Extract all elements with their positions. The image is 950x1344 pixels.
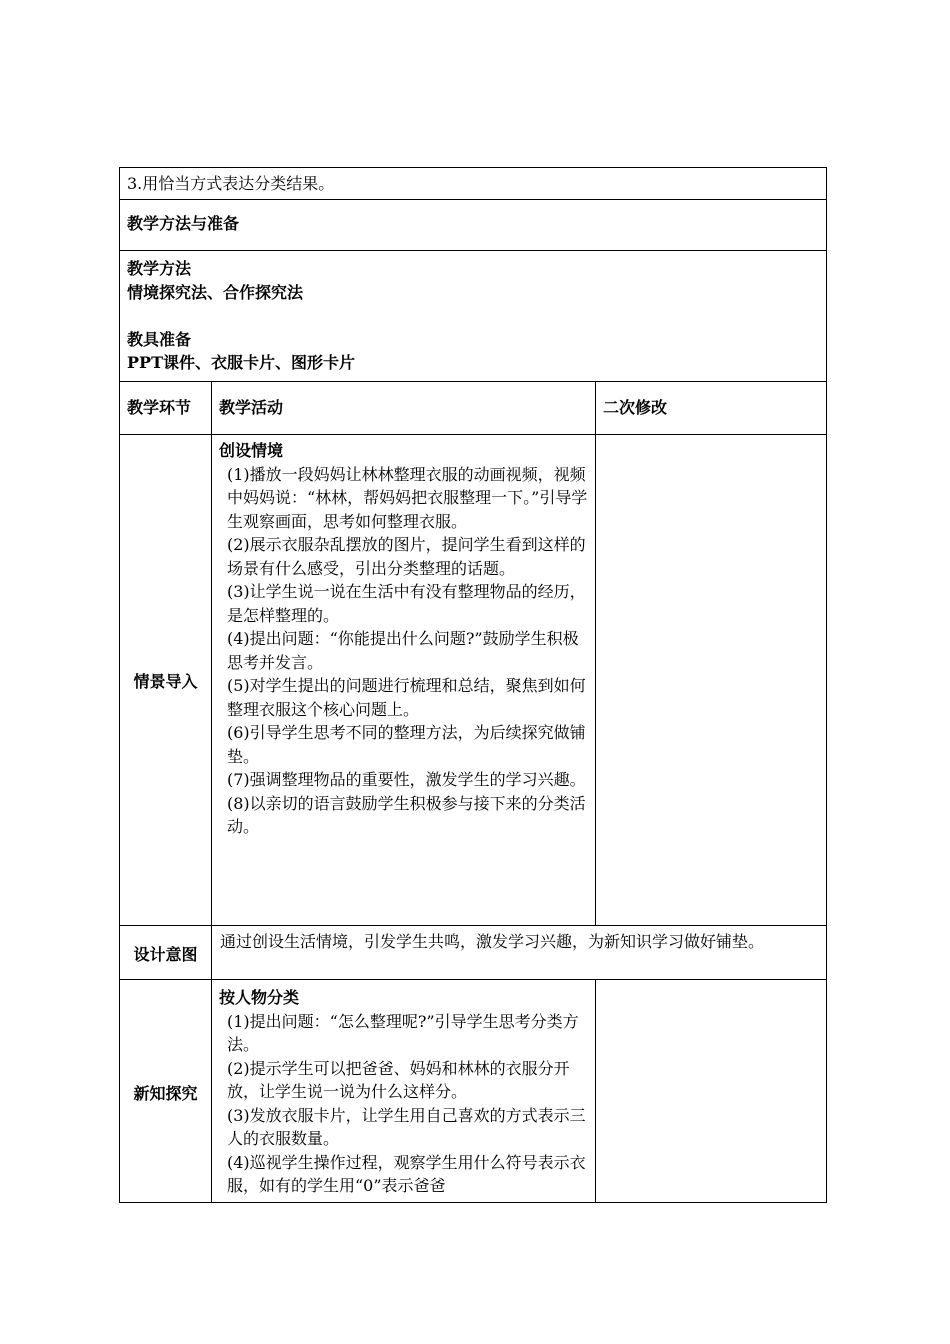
header-activity: 教学活动: [212, 382, 596, 435]
methods-header: 教学方法与准备: [127, 214, 240, 233]
intro-item: (7)强调整理物品的重要性，激发学生的学习兴趣。: [227, 770, 586, 789]
design-intent-label: 设计意图: [120, 926, 212, 980]
intro-revision-cell: [596, 435, 827, 926]
new-item: (1)提出问题：“怎么整理呢?”引导学生思考分类方法。: [227, 1011, 579, 1054]
tools-text: PPT课件、衣服卡片、图形卡片: [127, 353, 355, 372]
intro-item: (6)引导学生思考不同的整理方法，为后续探究做铺垫。: [227, 723, 586, 766]
new-activity-cell: [212, 980, 596, 1203]
design-intent-row: [120, 926, 827, 980]
new-item: (2)提示学生可以把爸爸、妈妈和林林的衣服分开放，让学生说一说为什么这样分。: [227, 1058, 570, 1101]
new-stage: 新知探究: [120, 980, 212, 1203]
intro-item: (8)以亲切的语言鼓励学生积极参与接下来的分类活动。: [227, 793, 586, 836]
methods-header-row: [120, 200, 827, 251]
lesson-plan-table: [119, 167, 827, 1203]
new-revision-cell: [596, 980, 827, 1203]
intro-item: (2)展示衣服杂乱摆放的图片，提问学生看到这样的场景有什么感受，引出分类整理的话题。: [227, 535, 586, 578]
intro-item: (4)提出问题：“你能提出什么问题?”鼓励学生积极思考并发言。: [227, 629, 579, 672]
intro-item: (3)让学生说一说在生活中有没有整理物品的经历，是怎样整理的。: [227, 582, 586, 625]
intro-stage: 情景导入: [120, 435, 212, 926]
methods-row: [120, 251, 827, 382]
lesson-plan-page: [119, 167, 826, 1203]
tools-title: 教具准备: [127, 329, 192, 349]
goal-text: 3.用恰当方式表达分类结果。: [127, 174, 335, 193]
intro-row: [120, 435, 827, 926]
new-title: 按人物分类: [219, 988, 300, 1007]
blank-line: [127, 304, 819, 328]
header-revision: 二次修改: [596, 382, 827, 435]
new-knowledge-row: [120, 980, 827, 1203]
design-intent-text: 通过创设生活情境，引发学生共鸣，激发学习兴趣，为新知识学习做好铺垫。: [212, 926, 827, 980]
header-stage: 教学环节: [120, 382, 212, 435]
intro-activity-cell: [212, 435, 596, 926]
intro-item: (5)对学生提出的问题进行梳理和总结，聚焦到如何整理衣服这个核心问题上。: [227, 676, 586, 719]
method-title: 教学方法: [127, 259, 192, 278]
intro-title: 创设情境: [219, 441, 284, 460]
methods-cell: [120, 251, 827, 382]
new-item: (3)发放衣服卡片，让学生用自己喜欢的方式表示三人的衣服数量。: [227, 1105, 586, 1148]
method-text: 情境探究法、合作探究法: [127, 282, 304, 302]
goal-cell: [120, 168, 827, 200]
table-header-row: [120, 382, 827, 435]
methods-header-cell: [120, 200, 827, 251]
goal-row: [120, 168, 827, 200]
intro-item: (1)播放一段妈妈让林林整理衣服的动画视频，视频中妈妈说：“林林，帮妈妈把衣服整理一下。”引导学生观察画面，思考如何整理衣服。: [227, 464, 588, 531]
new-item: (4)巡视学生操作过程，观察学生用什么符号表示衣服，如有的学生用“0”表示爸爸: [227, 1152, 586, 1195]
